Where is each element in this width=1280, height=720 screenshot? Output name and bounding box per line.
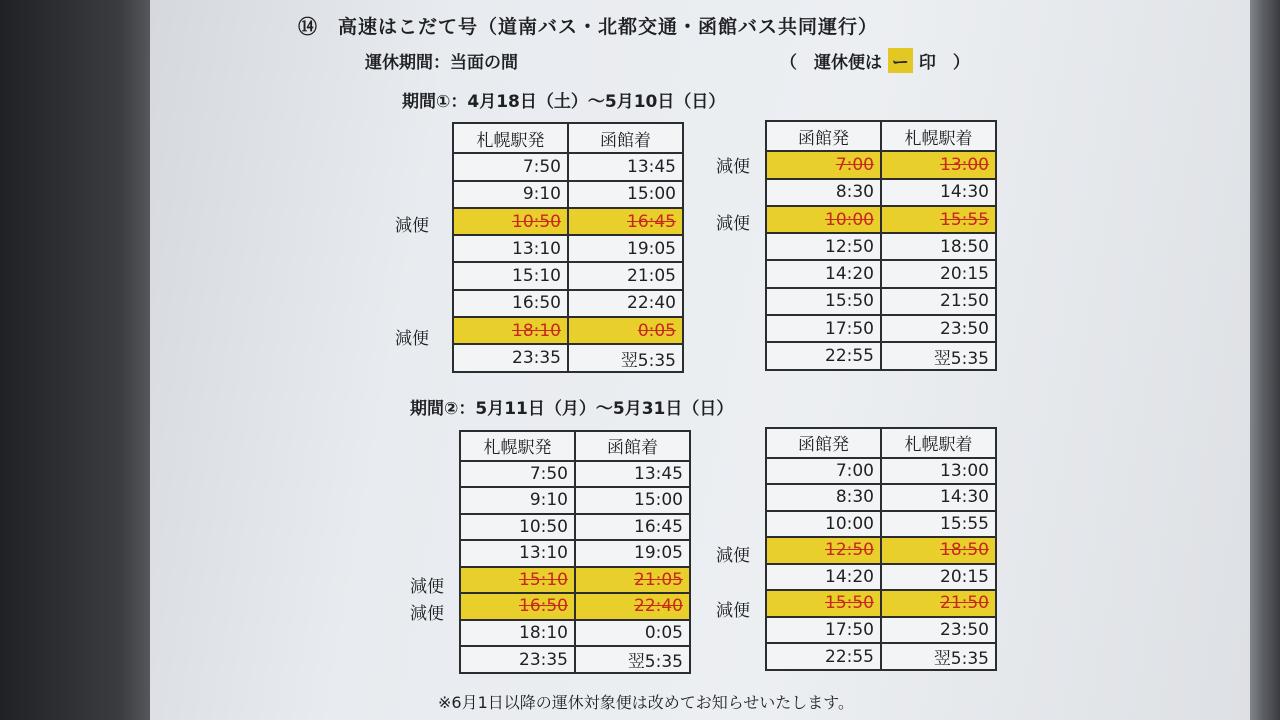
arrival-time: 13:00 bbox=[881, 151, 996, 178]
column-header-departure: 函館発 bbox=[766, 428, 881, 458]
table-row bbox=[766, 511, 996, 538]
departure-time: 15:50 bbox=[766, 288, 881, 315]
table-row bbox=[453, 290, 683, 317]
table-row bbox=[766, 342, 996, 369]
legend-highlight-swatch: ー bbox=[888, 48, 913, 73]
arrival-time: 0:05 bbox=[568, 317, 683, 344]
legend bbox=[780, 48, 970, 73]
reduced-service-label: 減便 bbox=[395, 329, 429, 350]
table-row-reduced bbox=[766, 537, 996, 564]
suspension-period: 運休期間：当面の間 bbox=[365, 53, 518, 73]
arrival-time: 13:00 bbox=[881, 458, 996, 485]
table-row bbox=[766, 315, 996, 342]
reduced-service-label: 減便 bbox=[716, 157, 750, 178]
departure-time: 7:00 bbox=[766, 458, 881, 485]
departure-time: 7:50 bbox=[460, 461, 575, 488]
table-row-reduced bbox=[453, 317, 683, 344]
arrival-time: 22:40 bbox=[575, 593, 690, 620]
departure-time: 17:50 bbox=[766, 315, 881, 342]
arrival-time: 翌5:35 bbox=[568, 344, 683, 371]
table-row bbox=[453, 262, 683, 289]
table-row bbox=[460, 620, 690, 647]
table-row bbox=[766, 233, 996, 260]
reduced-service-label: 減便 bbox=[716, 546, 750, 566]
table-row-reduced bbox=[460, 593, 690, 620]
arrival-time: 15:00 bbox=[568, 181, 683, 208]
table-row bbox=[460, 540, 690, 567]
legend-suffix: 印 ） bbox=[918, 53, 970, 73]
departure-time: 16:50 bbox=[453, 290, 568, 317]
departure-time: 18:10 bbox=[460, 620, 575, 647]
arrival-time: 16:45 bbox=[568, 208, 683, 235]
table-row bbox=[766, 617, 996, 644]
arrival-time: 14:30 bbox=[881, 484, 996, 511]
table-row bbox=[453, 235, 683, 262]
departure-time: 10:00 bbox=[766, 511, 881, 538]
route-title: ⑭ 高速はこだて号（道南バス・北都交通・函館バス共同運行） bbox=[298, 16, 879, 38]
departure-time: 9:10 bbox=[453, 181, 568, 208]
departure-time: 22:55 bbox=[766, 643, 881, 670]
period-1-label: 期間①：4月18日（土）〜5月10日（日） bbox=[402, 92, 726, 112]
period-2-label: 期間②：5月11日（月）〜5月31日（日） bbox=[410, 399, 734, 419]
table-row bbox=[766, 564, 996, 591]
reduced-service-label: 減便 bbox=[410, 604, 444, 624]
table-row bbox=[453, 181, 683, 208]
arrival-time: 21:05 bbox=[568, 262, 683, 289]
column-header-departure: 札幌駅発 bbox=[460, 431, 575, 461]
departure-time: 15:10 bbox=[460, 567, 575, 594]
arrival-time: 23:50 bbox=[881, 315, 996, 342]
legend-prefix: （ 運休便は bbox=[780, 53, 882, 73]
table-row bbox=[460, 461, 690, 488]
departure-time: 15:10 bbox=[453, 262, 568, 289]
column-header-arrival: 函館着 bbox=[568, 123, 683, 153]
arrival-time: 21:50 bbox=[881, 590, 996, 617]
table-row-reduced bbox=[766, 206, 996, 233]
departure-time: 10:50 bbox=[460, 514, 575, 541]
period-1-table-outbound bbox=[452, 122, 684, 373]
arrival-time: 13:45 bbox=[575, 461, 690, 488]
table-row bbox=[766, 643, 996, 670]
arrival-time: 19:05 bbox=[568, 235, 683, 262]
table-row-reduced bbox=[453, 208, 683, 235]
arrival-time: 23:50 bbox=[881, 617, 996, 644]
footnote: ※6月1日以降の運休対象便は改めてお知らせいたします。 bbox=[438, 693, 855, 712]
table-row bbox=[766, 260, 996, 287]
arrival-time: 13:45 bbox=[568, 153, 683, 180]
departure-time: 17:50 bbox=[766, 617, 881, 644]
departure-time: 18:10 bbox=[453, 317, 568, 344]
table-row bbox=[766, 288, 996, 315]
departure-time: 7:00 bbox=[766, 151, 881, 178]
column-header-arrival: 函館着 bbox=[575, 431, 690, 461]
departure-time: 9:10 bbox=[460, 487, 575, 514]
arrival-time: 18:50 bbox=[881, 233, 996, 260]
departure-time: 8:30 bbox=[766, 484, 881, 511]
table-header-row bbox=[766, 121, 996, 151]
reduced-service-label: 減便 bbox=[716, 601, 750, 621]
column-header-departure: 札幌駅発 bbox=[453, 123, 568, 153]
arrival-time: 20:15 bbox=[881, 260, 996, 287]
departure-time: 8:30 bbox=[766, 179, 881, 206]
departure-time: 13:10 bbox=[453, 235, 568, 262]
table-row bbox=[460, 646, 690, 673]
table-row bbox=[460, 514, 690, 541]
departure-time: 15:50 bbox=[766, 590, 881, 617]
arrival-time: 19:05 bbox=[575, 540, 690, 567]
arrival-time: 15:00 bbox=[575, 487, 690, 514]
table-header-row bbox=[453, 123, 683, 153]
departure-time: 16:50 bbox=[460, 593, 575, 620]
arrival-time: 15:55 bbox=[881, 511, 996, 538]
arrival-time: 翌5:35 bbox=[881, 342, 996, 369]
reduced-service-label: 減便 bbox=[410, 576, 444, 597]
departure-time: 7:50 bbox=[453, 153, 568, 180]
table-header-row bbox=[460, 431, 690, 461]
table-row-reduced bbox=[766, 590, 996, 617]
table-row bbox=[460, 487, 690, 514]
column-header-arrival: 札幌駅着 bbox=[881, 121, 996, 151]
timetable-document bbox=[150, 0, 1250, 720]
reduced-service-label: 減便 bbox=[716, 213, 750, 234]
column-header-departure: 函館発 bbox=[766, 121, 881, 151]
departure-time: 12:50 bbox=[766, 537, 881, 564]
table-row bbox=[766, 458, 996, 485]
arrival-time: 18:50 bbox=[881, 537, 996, 564]
arrival-time: 0:05 bbox=[575, 620, 690, 647]
departure-time: 23:35 bbox=[453, 344, 568, 371]
period-2-table-inbound bbox=[765, 427, 997, 671]
departure-time: 14:20 bbox=[766, 260, 881, 287]
table-header-row bbox=[766, 428, 996, 458]
departure-time: 10:00 bbox=[766, 206, 881, 233]
table-row-reduced bbox=[460, 567, 690, 594]
table-row bbox=[766, 179, 996, 206]
arrival-time: 15:55 bbox=[881, 206, 996, 233]
column-header-arrival: 札幌駅着 bbox=[881, 428, 996, 458]
arrival-time: 20:15 bbox=[881, 564, 996, 591]
table-row bbox=[766, 484, 996, 511]
monitor-bezel-left bbox=[0, 0, 150, 720]
arrival-time: 翌5:35 bbox=[575, 646, 690, 673]
arrival-time: 16:45 bbox=[575, 514, 690, 541]
table-row bbox=[453, 344, 683, 371]
departure-time: 14:20 bbox=[766, 564, 881, 591]
departure-time: 23:35 bbox=[460, 646, 575, 673]
departure-time: 22:55 bbox=[766, 342, 881, 369]
departure-time: 12:50 bbox=[766, 233, 881, 260]
arrival-time: 21:50 bbox=[881, 288, 996, 315]
reduced-service-label: 減便 bbox=[395, 215, 429, 236]
arrival-time: 翌5:35 bbox=[881, 643, 996, 670]
table-row bbox=[453, 153, 683, 180]
departure-time: 10:50 bbox=[453, 208, 568, 235]
arrival-time: 21:05 bbox=[575, 567, 690, 594]
period-1-table-inbound bbox=[765, 120, 997, 371]
departure-time: 13:10 bbox=[460, 540, 575, 567]
arrival-time: 22:40 bbox=[568, 290, 683, 317]
arrival-time: 14:30 bbox=[881, 179, 996, 206]
period-2-table-outbound bbox=[459, 430, 691, 674]
table-row-reduced bbox=[766, 151, 996, 178]
